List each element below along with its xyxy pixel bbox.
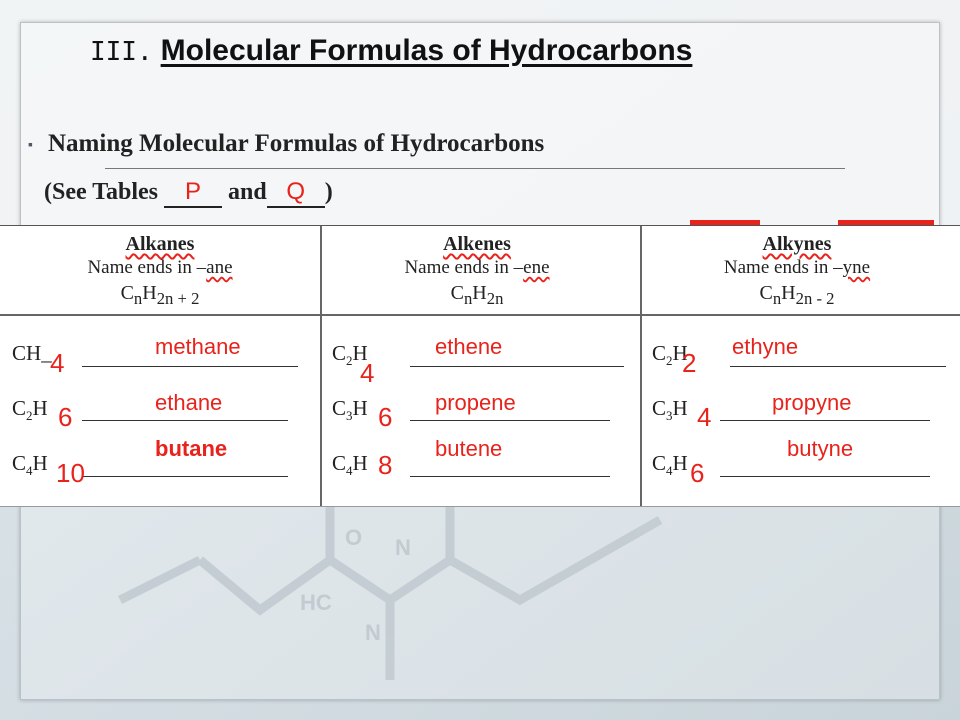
answer-line bbox=[720, 476, 930, 477]
column-title: Alkenes bbox=[443, 233, 511, 255]
column-ending: Name ends in –ene bbox=[404, 257, 550, 278]
header-divider bbox=[0, 314, 960, 316]
see-tables-line bbox=[44, 178, 333, 208]
column-title: Alkynes bbox=[762, 233, 832, 255]
hydrocarbon-table bbox=[0, 225, 960, 507]
alkene-name-answer: ethene bbox=[435, 334, 503, 359]
alkane-name-answer: methane bbox=[155, 334, 241, 359]
see-prefix: (See Tables bbox=[44, 179, 159, 205]
formula-cell: $C_2H$ bbox=[652, 341, 688, 369]
formula-cell: $C_2H$ bbox=[12, 396, 48, 424]
answer-line bbox=[720, 420, 930, 421]
column-general-formula: $C_nH_{2n}$ bbox=[450, 282, 504, 308]
answer-line bbox=[410, 366, 624, 367]
answer-line bbox=[82, 476, 288, 477]
formula-cell: $C_3H$ bbox=[652, 396, 688, 424]
svg-text:HC: HC bbox=[300, 590, 332, 615]
formula-cell: $C_4H$ bbox=[332, 451, 368, 479]
alkene-name-answer: propene bbox=[435, 390, 516, 415]
column-header-alkanes bbox=[5, 232, 315, 312]
hydrogen-count: 6 bbox=[378, 402, 393, 432]
column-general-formula: $C_nH_{2n + 2}$ bbox=[120, 282, 200, 308]
column-header-alkenes bbox=[322, 232, 632, 312]
alkyne-name-answer: ethyne bbox=[732, 334, 799, 359]
answer-line bbox=[82, 366, 298, 367]
answer-line bbox=[410, 420, 610, 421]
see-suffix: ) bbox=[324, 179, 333, 205]
hydrogen-count: 2 bbox=[682, 348, 697, 378]
svg-text:N: N bbox=[395, 535, 411, 560]
hydrogen-count: 4 bbox=[697, 402, 712, 432]
slide-title bbox=[90, 34, 692, 68]
column-header-alkynes bbox=[642, 232, 952, 312]
formula-cell: $C_2H$ bbox=[332, 341, 368, 369]
column-general-formula: $C_nH_{2n - 2}$ bbox=[759, 282, 835, 308]
svg-text:N: N bbox=[365, 620, 381, 645]
formula-cell: $C_3H$ bbox=[332, 396, 368, 424]
formula-cell: CH_ bbox=[12, 341, 52, 365]
answer-line bbox=[410, 476, 610, 477]
section-heading: Naming Molecular Formulas of Hydrocarbons bbox=[48, 130, 545, 157]
answer-line bbox=[730, 366, 946, 367]
table-q-blank bbox=[267, 178, 325, 208]
table-q-answer: Q bbox=[286, 178, 306, 205]
formula-cell: $C_4H$ bbox=[12, 451, 48, 479]
hydrogen-count: 4 bbox=[360, 358, 375, 388]
table-p-answer: P bbox=[185, 178, 202, 205]
hydrogen-count: 6 bbox=[690, 458, 705, 488]
hydrogen-count: 4 bbox=[50, 348, 65, 378]
alkyne-name-answer: butyne bbox=[787, 436, 854, 461]
alkane-name-answer: butane bbox=[155, 436, 228, 461]
title-text: Molecular Formulas of Hydrocarbons bbox=[160, 34, 693, 67]
answer-line bbox=[82, 420, 288, 421]
formula-cell: $C_4H$ bbox=[652, 451, 688, 479]
svg-text:O: O bbox=[345, 525, 363, 550]
heading-underline bbox=[105, 168, 845, 169]
hydrogen-count: 10 bbox=[56, 458, 85, 488]
alkane-name-answer: ethane bbox=[155, 390, 223, 415]
column-title: Alkanes bbox=[125, 233, 195, 255]
column-ending: Name ends in –ane bbox=[87, 257, 233, 278]
column-ending: Name ends in –yne bbox=[723, 257, 871, 278]
table-p-blank bbox=[164, 178, 222, 208]
see-and: and bbox=[228, 179, 267, 205]
hydrogen-count: 8 bbox=[378, 450, 393, 480]
title-number: III. bbox=[90, 37, 153, 67]
alkene-name-answer: butene bbox=[435, 436, 503, 461]
hydrogen-count: 6 bbox=[58, 402, 73, 432]
bullet-square-icon: ▪ bbox=[28, 138, 33, 153]
alkyne-name-answer: propyne bbox=[772, 390, 852, 415]
